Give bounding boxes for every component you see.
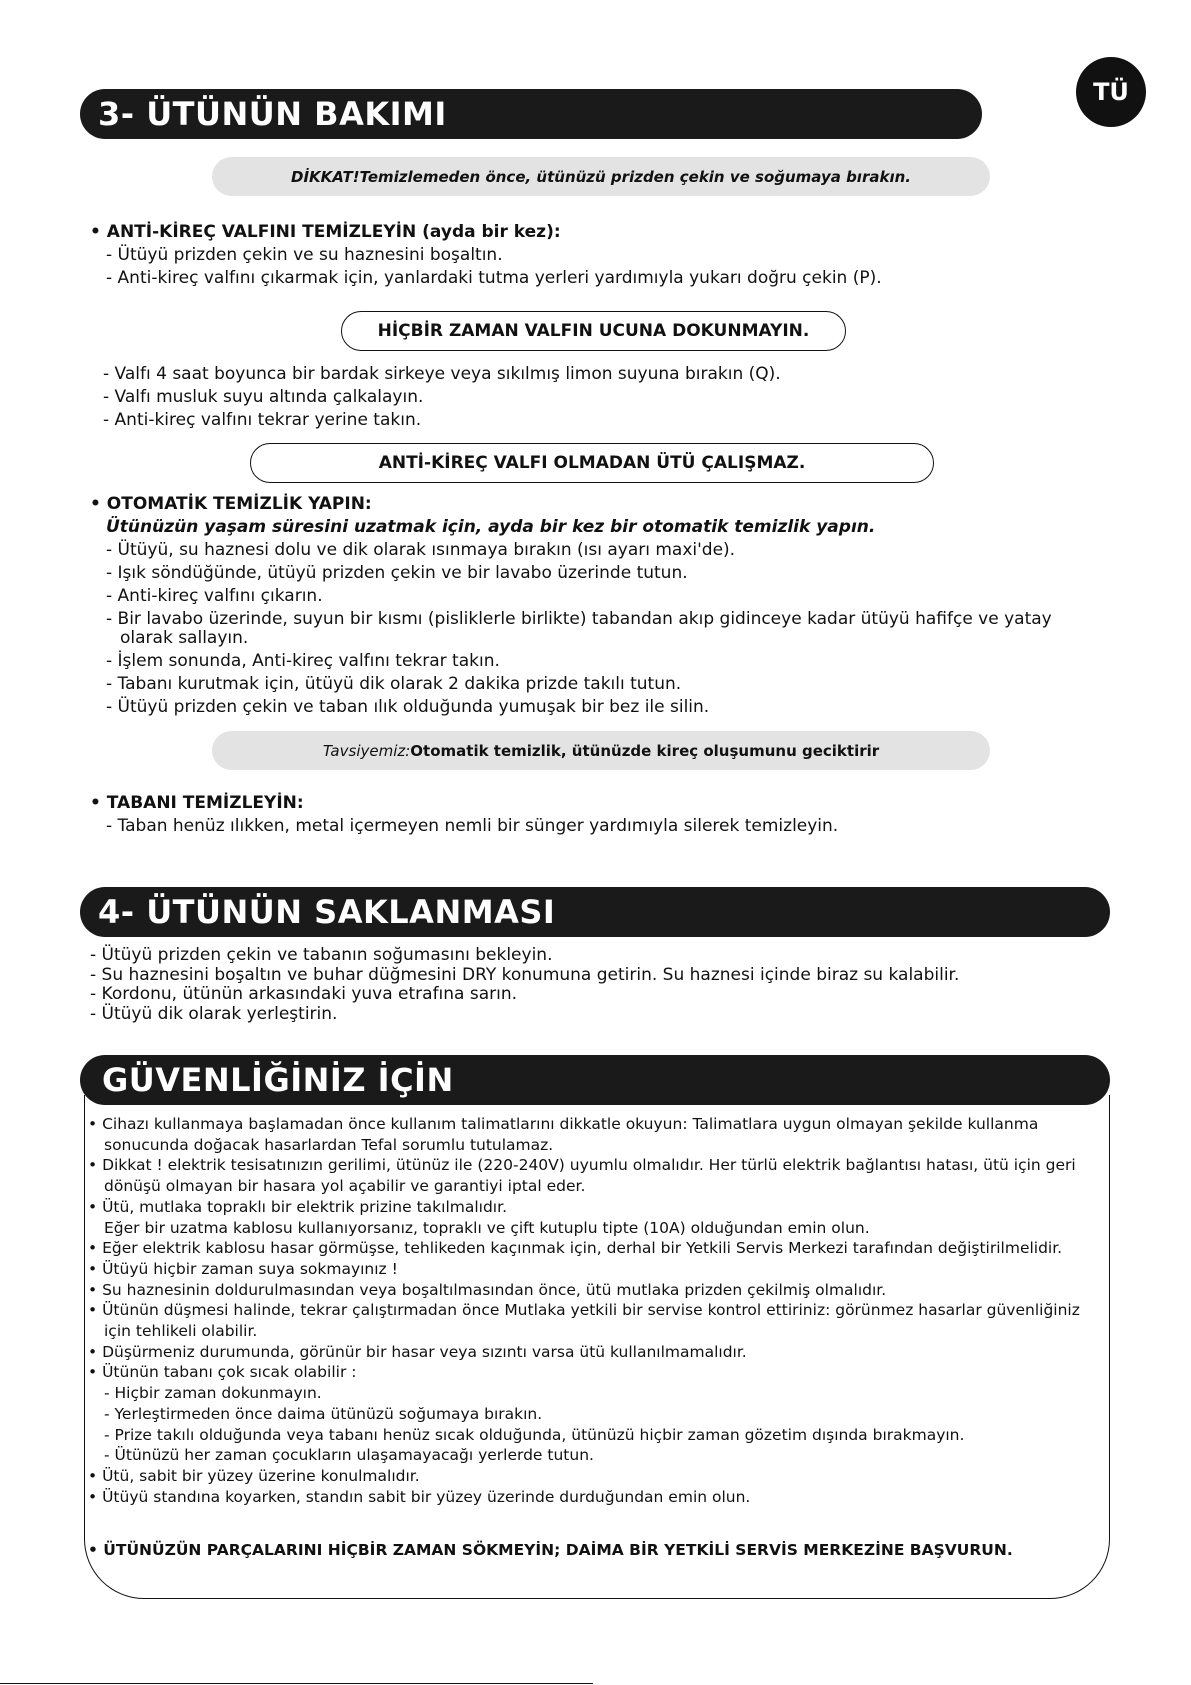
- list-item: - Valfı 4 saat boyunca bir bardak sirkeye veya sıkılmış limon suyuna bırakın (Q).: [103, 364, 781, 384]
- list-item-continued: dönüşü olmayan bir hasara yol açabilir ve garantiyi iptal eder.: [104, 1177, 586, 1196]
- list-item: - Taban henüz ılıkken, metal içermeyen nemli bir sünger yardımıyla silerek temizleyin.: [106, 816, 839, 836]
- list-item: • Eğer elektrik kablosu hasar görmüşse, tehlikeden kaçınmak için, derhal bir Yetkili Servis Merkezi tarafından değiştirilmelidir.: [88, 1239, 1063, 1258]
- list-item: • Ütünün tabanı çok sıcak olabilir :: [88, 1363, 357, 1382]
- safety-title: GÜVENLİĞİNİZ İÇİN: [102, 1061, 454, 1099]
- list-item-continued: Eğer bir uzatma kablosu kullanıyorsanız, topraklı ve çift kutuplu tipte (10A) olduğundan emin olun.: [104, 1218, 870, 1237]
- soleplate-section: [90, 792, 838, 838]
- warning-label: DİKKAT!: [291, 167, 360, 186]
- list-item: • Ütüyü standına koyarken, standın sabit bir yüzey üzerinde durduğundan emin olun.: [88, 1487, 751, 1506]
- tip-label: Tavsiyemiz:: [322, 741, 411, 760]
- list-item: - Bir lavabo üzerinde, suyun bir kısmı (pisliklerle birlikte) tabandan akıp gidinceye kadar ütüyü hafifçe ve yatay: [106, 609, 1052, 629]
- list-item: - İşlem sonunda, Anti-kireç valfını tekrar takın.: [106, 651, 500, 671]
- list-item-continued: sonucunda doğacak hasarlardan Tefal sorumlu tutulamaz.: [104, 1135, 554, 1154]
- section-4-header: [80, 887, 1110, 937]
- list-item: - Prize takılı olduğunda veya tabanı henüz sıcak olduğunda, ütünüzü hiçbir zaman gözetim dışında bırakmayın.: [104, 1425, 965, 1444]
- section-4-title: 4- ÜTÜNÜN SAKLANMASI: [98, 893, 556, 931]
- list-item: - Ütüyü dik olarak yerleştirin.: [90, 1003, 338, 1024]
- list-item: - Hiçbir zaman dokunmayın.: [104, 1384, 322, 1403]
- list-item: - Ütüyü prizden çekin ve taban ılık olduğunda yumuşak bir bez ile silin.: [106, 697, 710, 717]
- list-item: • Ütüyü hiçbir zaman suya sokmayınız !: [88, 1259, 398, 1278]
- list-item: • Ütü, mutlaka topraklı bir elektrik prizine takılmalıdır.: [88, 1197, 507, 1216]
- list-item: - Anti-kireç valfını çıkarmak için, yanlardaki tutma yerleri yardımıyla yukarı doğru çekin (P).: [106, 268, 882, 288]
- tip-pill: [212, 731, 990, 770]
- list-item: • Ütü, sabit bir yüzey üzerine konulmalıdır.: [88, 1466, 420, 1485]
- list-item: - Kordonu, ütünün arkasındaki yuva etrafına sarın.: [90, 984, 518, 1004]
- section-3-header: [80, 89, 982, 139]
- autoclean-subheading: Ütünüzün yaşam süresini uzatmak için, ayda bir kez bir otomatik temizlik yapın.: [106, 517, 876, 537]
- safety-final-warning: • ÜTÜNÜZÜN PARÇALARINI HİÇBİR ZAMAN SÖKMEYİN; DAİMA BİR YETKİLİ SERVİS MERKEZİNE BAŞVURUN.: [88, 1541, 1013, 1559]
- language-badge: TÜ: [1076, 57, 1146, 127]
- footer-divider: [0, 1683, 593, 1684]
- anticalc-steps: [103, 363, 781, 432]
- notice-text: HİÇBİR ZAMAN VALFIN UCUNA DOKUNMAYIN.: [377, 321, 810, 341]
- warning-text: Temizlemeden önce, ütünüzü prizden çekin ve soğumaya bırakın.: [359, 167, 911, 186]
- tip-text: Otomatik temizlik, ütünüzde kireç oluşumunu geciktirir: [410, 741, 880, 760]
- autoclean-section: [90, 493, 1052, 719]
- list-item: • Ütünün düşmesi halinde, tekrar çalıştırmadan önce Mutlaka yetkili bir servise kontrol ettiriniz: görünmez hasarlar güvenliğiniz: [88, 1301, 1080, 1320]
- anticalc-section: [90, 221, 882, 290]
- list-item: - Valfı musluk suyu altında çalkalayın.: [103, 387, 424, 407]
- list-item: - Anti-kireç valfını tekrar yerine takın.: [103, 410, 422, 430]
- notice-never-touch: [341, 311, 846, 351]
- list-item: • Dikkat ! elektrik tesisatınızın gerilimi, ütünüz ile (220-240V) uyumlu olmalıdır. Her türlü elektrik bağlantısı hatası, ütü için geri: [88, 1156, 1076, 1175]
- list-item: - Su haznesini boşaltın ve buhar düğmesini DRY konumuna getirin. Su haznesi içinde biraz su kalabilir.: [90, 964, 960, 985]
- safety-list: [88, 1114, 1080, 1507]
- list-item: - Ütüyü prizden çekin ve tabanın soğumasını bekleyin.: [90, 945, 553, 965]
- notice-valve-required: [250, 443, 934, 483]
- list-item: - Ütüyü, su haznesi dolu ve dik olarak ısınmaya bırakın (ısı ayarı maxi'de).: [106, 540, 736, 560]
- list-item: - Işık söndüğünde, ütüyü prizden çekin ve bir lavabo üzerinde tutun.: [106, 563, 688, 583]
- list-item: - Anti-kireç valfını çıkarın.: [106, 586, 323, 606]
- list-item: - Ütüyü prizden çekin ve su haznesini boşaltın.: [106, 245, 503, 265]
- list-item: - Yerleştirmeden önce daima ütünüzü soğumaya bırakın.: [104, 1404, 543, 1423]
- list-item: - Tabanı kurutmak için, ütüyü dik olarak 2 dakika prizde takılı tutun.: [106, 674, 682, 694]
- autoclean-heading: • OTOMATİK TEMİZLİK YAPIN:: [90, 494, 372, 514]
- section-3-title: 3- ÜTÜNÜN BAKIMI: [98, 95, 447, 133]
- soleplate-heading: • TABANI TEMİZLEYİN:: [90, 793, 304, 813]
- anticalc-heading: • ANTİ-KİREÇ VALFINI TEMİZLEYİN (ayda bir kez):: [90, 222, 561, 242]
- list-item: • Su haznesinin doldurulmasından veya boşaltılmasından önce, ütü mutlaka prizden çekilmiş olmalıdır.: [88, 1280, 887, 1299]
- safety-header: [80, 1055, 1110, 1105]
- warning-pill: [212, 157, 990, 196]
- list-item: - Ütünüzü her zaman çocukların ulaşamayacağı yerlerde tutun.: [104, 1446, 594, 1465]
- list-item-continued: için tehlikeli olabilir.: [104, 1322, 258, 1341]
- notice-text: ANTİ-KİREÇ VALFI OLMADAN ÜTÜ ÇALIŞMAZ.: [378, 453, 806, 473]
- list-item-continued: olarak sallayın.: [120, 628, 249, 648]
- list-item: • Düşürmeniz durumunda, görünür bir hasar veya sızıntı varsa ütü kullanılmamalıdır.: [88, 1342, 747, 1361]
- list-item: • Cihazı kullanmaya başlamadan önce kullanım talimatlarını dikkatle okuyun: Talimatlara uygun olmayan şekilde kullanma: [88, 1115, 1039, 1133]
- storage-section: [90, 946, 959, 1024]
